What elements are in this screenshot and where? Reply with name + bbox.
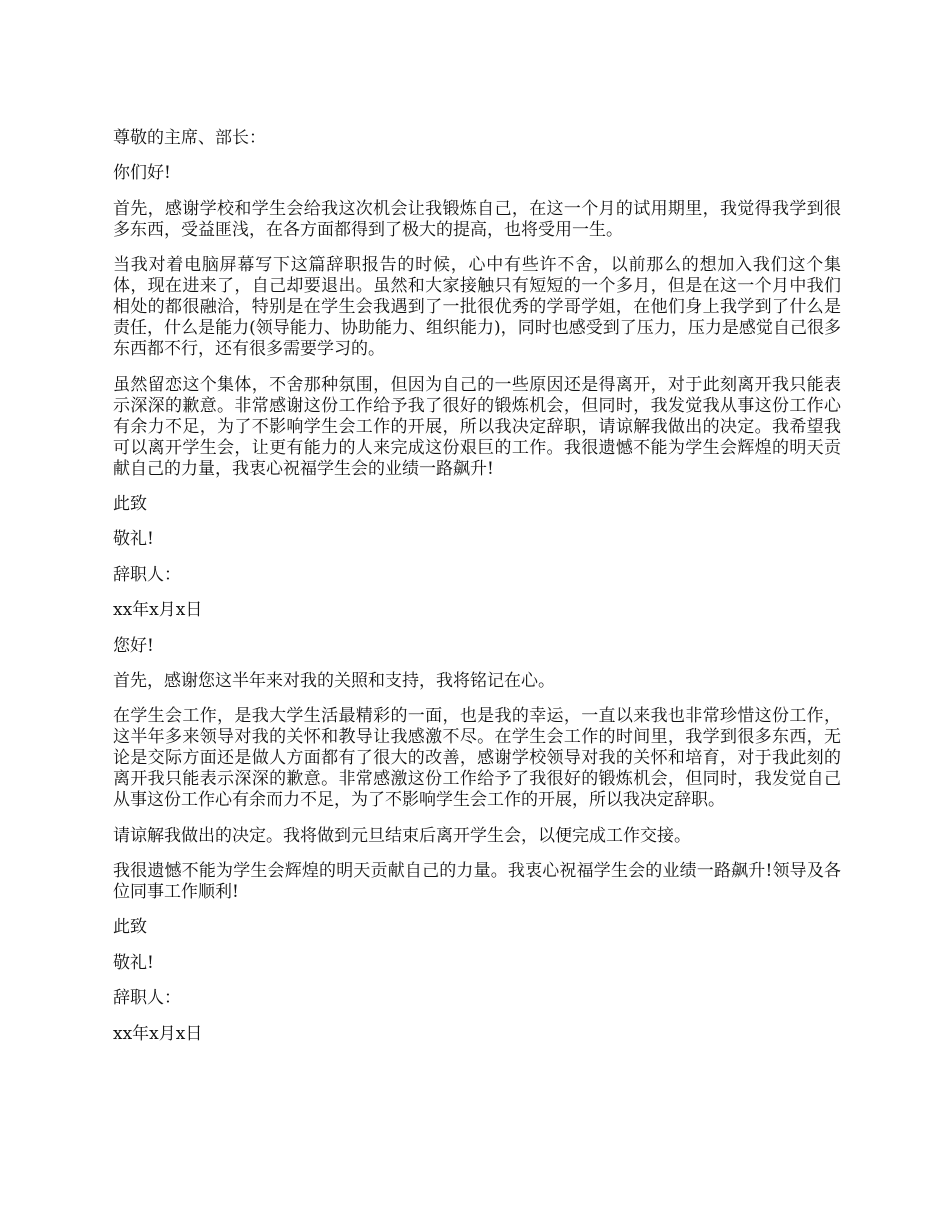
closing-regards: 敬礼! bbox=[113, 529, 154, 550]
body-paragraph: 当我对着电脑屏幕写下这篇辞职报告的时候，心中有些许不舍，以前那么的想加入我们这个集体，现在进来了，自己却要退出。虽然和大家接触只有短短的一个多月，但是在这一个月中我们相处的都很融洽，特别是在学生会我遇到了一批很优秀的学哥学姐，在他们身上我学到了什么是责任，什么是能力(领导能力、协助能力、组织能力)，同时也感受到了压力，压力是感觉自己很多东西都不行，还有很多需要学习的。 bbox=[113, 255, 841, 360]
body-paragraph: 在学生会工作，是我大学生活最精彩的一面，也是我的幸运，一直以来我也非常珍惜这份工作，这半年多来领导对我的关怀和教导让我感激不尽。在学生会工作的时间里，我学到很多东西，无论是交际方面还是做人方面都有了很大的改善，感谢学校领导对我的关怀和培育，对于我此刻的离开我只能表示深深的歉意。非常感激这份工作给予了我很好的锻炼机会，但同时，我发觉自己从事这份工作心有余而力不足，为了不影响学生会工作的开展，所以我决定辞职。 bbox=[113, 706, 841, 811]
body-paragraph: 我很遗憾不能为学生会辉煌的明天贡献自己的力量。我衷心祝福学生会的业绩一路飙升!领导及各位同事工作顺利! bbox=[113, 861, 841, 903]
closing-line: 此致 bbox=[113, 917, 147, 938]
body-paragraph: 虽然留恋这个集体，不舍那种氛围，但因为自己的一些原因还是得离开，对于此刻离开我只能表示深深的歉意。非常感谢这份工作给予我了很好的锻炼机会，但同时，我发觉我从事这份工作心有余力不足，为了不影响学生会工作的开展，所以我决定辞职，请谅解我做出的决定。我希望我可以离开学生会，让更有能力的人来完成这份艰巨的工作。我很遗憾不能为学生会辉煌的明天贡献自己的力量，我衷心祝福学生会的业绩一路飙升! bbox=[113, 374, 841, 479]
body-paragraph: 首先，感谢您这半年来对我的关照和支持，我将铭记在心。 bbox=[113, 670, 555, 691]
signature-label: 辞职人： bbox=[113, 988, 181, 1009]
salutation: 尊敬的主席、部长： bbox=[113, 128, 266, 148]
body-paragraph: 请谅解我做出的决定。我将做到元旦结束后离开学生会，以便完成工作交接。 bbox=[113, 825, 691, 846]
date-line: xx年x月x日 bbox=[113, 600, 203, 621]
greeting: 你们好! bbox=[113, 163, 171, 184]
document-body bbox=[113, 128, 841, 1059]
signature-label: 辞职人： bbox=[113, 564, 181, 585]
date-line: xx年x月x日 bbox=[113, 1023, 203, 1044]
greeting: 您好! bbox=[113, 635, 154, 656]
body-paragraph: 首先，感谢学校和学生会给我这次机会让我锻炼自己，在这一个月的试用期里，我觉得我学到很多东西，受益匪浅，在各方面都得到了极大的提高，也将受用一生。 bbox=[113, 198, 841, 240]
closing-regards: 敬礼! bbox=[113, 952, 154, 973]
closing-line: 此致 bbox=[113, 493, 147, 514]
